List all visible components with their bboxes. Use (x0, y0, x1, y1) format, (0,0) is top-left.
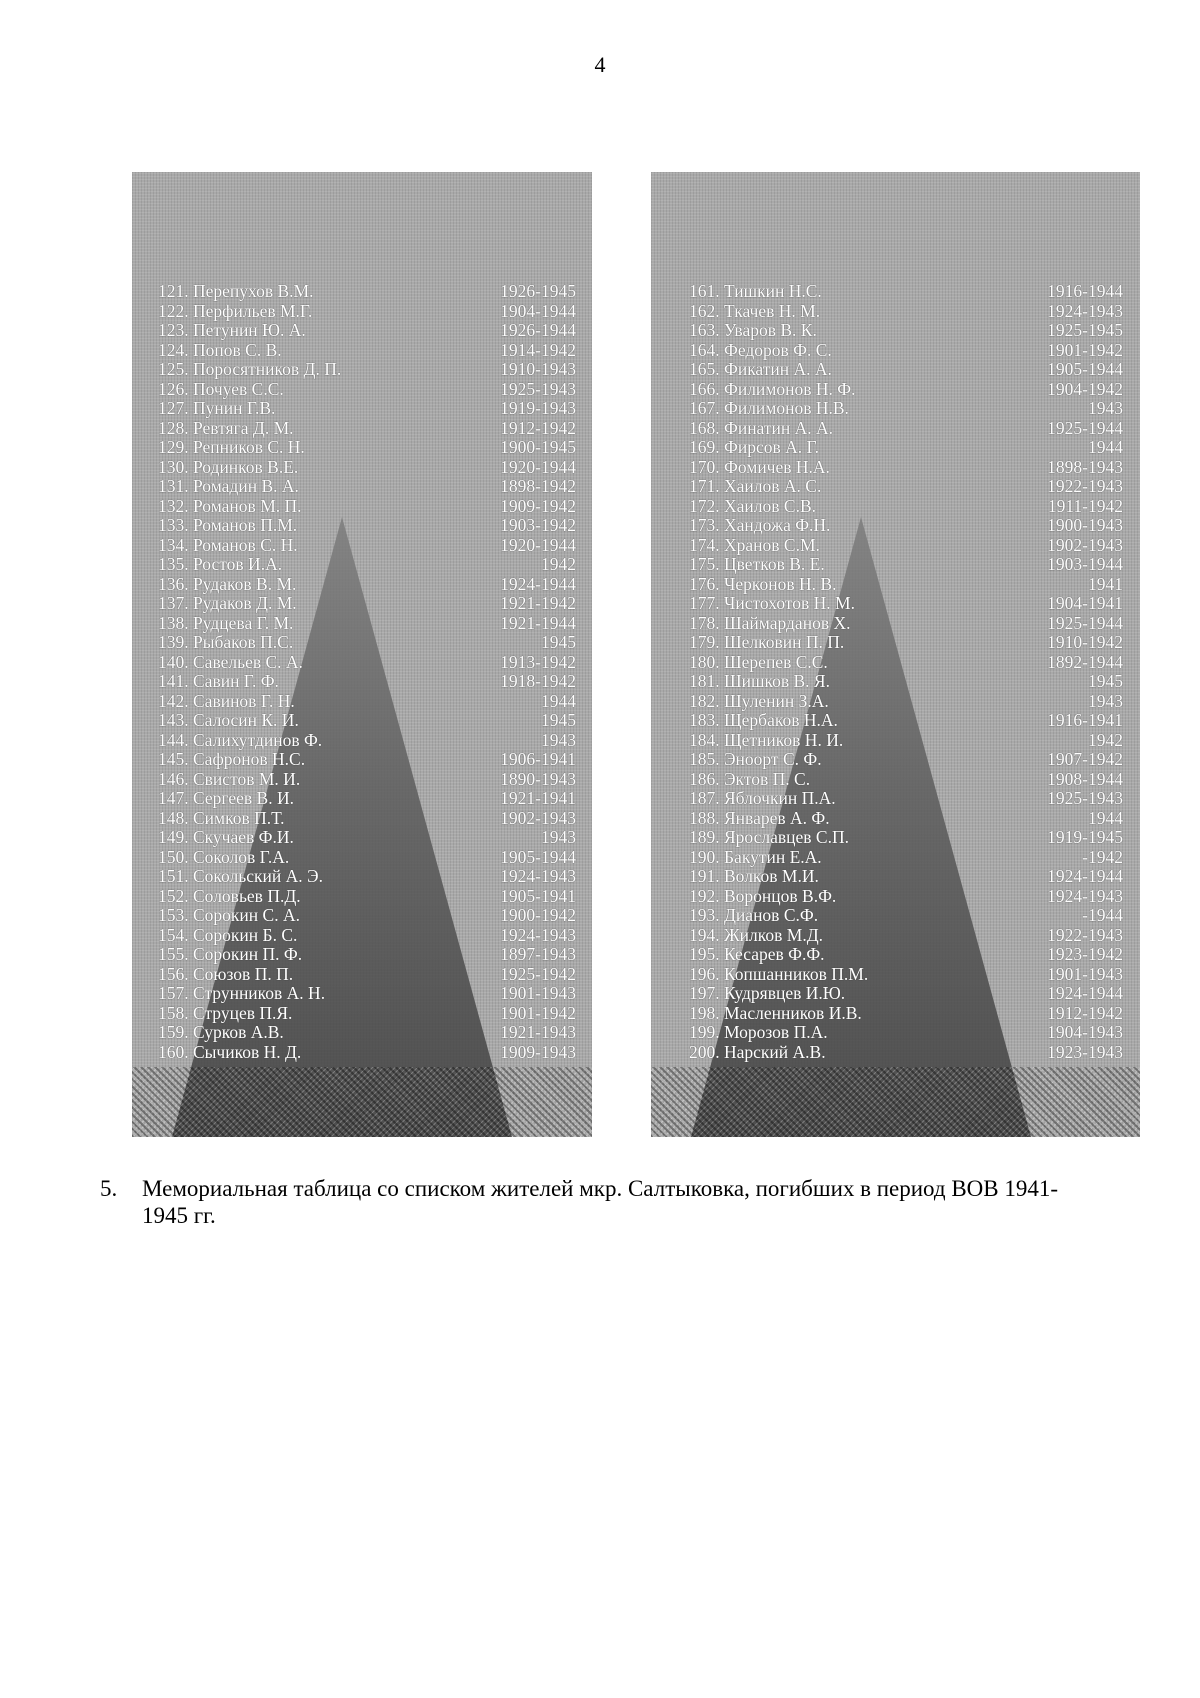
person-name: 137. Рудаков Д. М. (158, 593, 297, 613)
name-row (689, 360, 1123, 380)
life-years: 1925-1944 (1047, 417, 1123, 438)
person-name: 152. Соловьев П.Д. (158, 885, 301, 906)
name-row (158, 419, 576, 439)
name-row (158, 848, 576, 868)
life-years: 1898-1942 (500, 476, 576, 496)
life-years: 1924-1944 (1047, 983, 1123, 1003)
memorial-photo-left (132, 172, 592, 1137)
life-years: 1920-1944 (500, 456, 576, 477)
person-name: 143. Салосин К. И. (158, 710, 299, 730)
person-name: 188. Январев А. Ф. (689, 807, 830, 828)
person-name: 180. Шерепев С.С. (689, 651, 828, 672)
life-years: 1911-1942 (1047, 495, 1123, 516)
life-years: 1945 (541, 632, 576, 652)
person-name: 196. Копшанников П.М. (689, 963, 869, 984)
name-row (158, 536, 576, 556)
person-name: 183. Щербаков Н.А. (689, 710, 838, 730)
photo-ground-texture (132, 1067, 592, 1137)
life-years: 1903-1942 (500, 515, 576, 535)
person-name: 167. Филимонов Н.В. (689, 398, 849, 418)
life-years: 1945 (1088, 671, 1123, 691)
person-name: 131. Ромадин В. А. (158, 476, 299, 496)
life-years: 1942 (1088, 729, 1123, 750)
person-name: 163. Уваров В. К. (689, 320, 817, 340)
person-name: 162. Ткачев Н. М. (689, 300, 821, 321)
name-row (158, 302, 576, 322)
name-row (689, 828, 1123, 848)
person-name: 139. Рыбаков П.С. (158, 632, 294, 652)
name-row (158, 399, 576, 419)
person-name: 175. Цветков В. Е. (689, 554, 825, 574)
name-row (689, 399, 1123, 419)
person-name: 147. Сергеев В. И. (158, 788, 294, 808)
name-row (689, 1043, 1123, 1063)
life-years: 1943 (541, 827, 576, 847)
life-years: 1924-1943 (1047, 885, 1123, 906)
name-row (158, 789, 576, 809)
life-years: 1900-1942 (500, 905, 576, 925)
life-years: -1944 (1082, 905, 1123, 925)
person-name: 165. Фикатин А. А. (689, 359, 832, 379)
name-row (158, 984, 576, 1004)
life-years: 1943 (1088, 690, 1123, 711)
life-years: 1924-1943 (500, 924, 576, 945)
life-years: 1944 (1088, 437, 1123, 457)
person-name: 141. Савин Г. Ф. (158, 671, 279, 691)
life-years: 1912-1942 (500, 417, 576, 438)
person-name: 122. Перфильев М.Г. (158, 300, 313, 321)
person-name: 154. Сорокин Б. С. (158, 924, 298, 945)
name-row (158, 945, 576, 965)
person-name: 156. Союзов П. П. (158, 963, 294, 984)
life-years: 1924-1943 (1047, 300, 1123, 321)
name-row (689, 711, 1123, 731)
name-row (158, 614, 576, 634)
name-row (158, 633, 576, 653)
name-row (158, 458, 576, 478)
person-name: 123. Петунин Ю. А. (158, 320, 306, 340)
name-row (158, 555, 576, 575)
person-name: 166. Филимонов Н. Ф. (689, 378, 856, 399)
name-row (689, 1023, 1123, 1043)
life-years: 1944 (1088, 807, 1123, 828)
person-name: 173. Хандожа Ф.Н. (689, 515, 831, 535)
name-row (158, 906, 576, 926)
life-years: 1914-1942 (500, 339, 576, 360)
memorial-photo-right (651, 172, 1140, 1137)
name-row (689, 438, 1123, 458)
person-name: 170. Фомичев Н.А. (689, 456, 830, 477)
life-years: 1943 (1088, 398, 1123, 418)
name-row (689, 984, 1123, 1004)
life-years: 1943 (541, 729, 576, 750)
name-row (689, 341, 1123, 361)
life-years: 1904-1942 (1047, 378, 1123, 399)
name-row (158, 497, 576, 517)
name-row (689, 419, 1123, 439)
name-row (158, 1043, 576, 1063)
name-row (158, 926, 576, 946)
life-years: 1926-1944 (500, 320, 576, 340)
name-row (689, 731, 1123, 751)
caption-text: Мемориальная таблица со списком жителей мкр. Салтыковка, погибших в период ВОВ 1941-1945 гг. (142, 1176, 1059, 1228)
life-years: 1925-1944 (1047, 612, 1123, 633)
person-name: 129. Репников С. Н. (158, 437, 305, 457)
name-row (158, 965, 576, 985)
name-row (689, 809, 1123, 829)
person-name: 186. Эктов П. С. (689, 768, 811, 789)
person-name: 194. Жилков М.Д. (689, 924, 824, 945)
person-name: 130. Родинков В.Е. (158, 456, 299, 477)
life-years: 1905-1944 (500, 846, 576, 867)
name-row (158, 360, 576, 380)
name-row (158, 653, 576, 673)
page-number: 4 (594, 52, 606, 77)
person-name: 200. Нарский А.В. (689, 1041, 826, 1062)
life-years: 1897-1943 (500, 944, 576, 964)
person-name: 181. Шишков В. Я. (689, 671, 830, 691)
life-years: 1909-1943 (500, 1041, 576, 1062)
name-row (689, 614, 1123, 634)
life-years: 1941 (1088, 573, 1123, 594)
name-row (158, 477, 576, 497)
name-row (689, 750, 1123, 770)
person-name: 146. Свистов М. И. (158, 768, 301, 789)
name-row (689, 477, 1123, 497)
name-row (689, 282, 1123, 302)
person-name: 197. Кудрявцев И.Ю. (689, 983, 846, 1003)
life-years: 1890-1943 (500, 768, 576, 789)
life-years: 1908-1944 (1047, 768, 1123, 789)
life-years: 1916-1944 (1047, 281, 1123, 301)
person-name: 189. Ярославцев С.П. (689, 827, 849, 847)
name-row (158, 672, 576, 692)
person-name: 191. Волков М.И. (689, 866, 819, 886)
life-years: 1909-1942 (500, 495, 576, 516)
life-years: 1924-1943 (500, 866, 576, 886)
life-years: 1901-1943 (1047, 963, 1123, 984)
person-name: 193. Дианов С.Ф. (689, 905, 819, 925)
name-row (689, 594, 1123, 614)
name-row (158, 321, 576, 341)
person-name: 158. Струцев П.Я. (158, 1002, 293, 1023)
name-row (689, 672, 1123, 692)
name-row (689, 575, 1123, 595)
person-name: 134. Романов С. Н. (158, 534, 298, 555)
person-name: 179. Шелковин П. П. (689, 632, 845, 652)
person-name: 164. Федоров Ф. С. (689, 339, 832, 360)
name-row (158, 1004, 576, 1024)
name-row (158, 341, 576, 361)
life-years: 1919-1945 (1047, 827, 1123, 847)
name-row (158, 380, 576, 400)
name-row (689, 380, 1123, 400)
name-row (689, 633, 1123, 653)
person-name: 125. Поросятников Д. П. (158, 359, 342, 379)
name-row (158, 750, 576, 770)
life-years: 1902-1943 (1047, 534, 1123, 555)
name-row (158, 809, 576, 829)
person-name: 172. Хаилов С.В. (689, 495, 816, 516)
person-name: 150. Соколов Г.А. (158, 846, 290, 867)
person-name: 182. Шуленин З.А. (689, 690, 829, 711)
person-name: 136. Рудаков В. М. (158, 573, 297, 594)
life-years: 1924-1944 (1047, 866, 1123, 886)
life-years: 1921-1943 (500, 1022, 576, 1042)
person-name: 142. Савинов Г. Н. (158, 690, 295, 711)
person-name: 171. Хаилов А. С. (689, 476, 822, 496)
life-years: 1898-1943 (1047, 456, 1123, 477)
life-years: 1903-1944 (1047, 554, 1123, 574)
person-name: 178. Шаймарданов Х. (689, 612, 851, 633)
life-years: 1918-1942 (500, 671, 576, 691)
life-years: 1901-1942 (1047, 339, 1123, 360)
person-name: 184. Щетников Н. И. (689, 729, 844, 750)
life-years: 1921-1942 (500, 593, 576, 613)
names-list-left (158, 282, 576, 1062)
life-years: 1916-1941 (1047, 710, 1123, 730)
person-name: 198. Масленников И.В. (689, 1002, 862, 1023)
life-years: 1904-1944 (500, 300, 576, 321)
life-years: 1919-1943 (500, 398, 576, 418)
name-row (158, 828, 576, 848)
person-name: 168. Финатин А. А. (689, 417, 834, 438)
life-years: 1913-1942 (500, 651, 576, 672)
life-years: 1906-1941 (500, 749, 576, 769)
name-row (689, 555, 1123, 575)
name-row (689, 497, 1123, 517)
life-years: 1901-1943 (500, 983, 576, 1003)
life-years: -1942 (1082, 846, 1123, 867)
person-name: 135. Ростов И.А. (158, 554, 283, 574)
name-row (689, 848, 1123, 868)
person-name: 174. Хранов С.М. (689, 534, 820, 555)
name-row (689, 321, 1123, 341)
name-row (689, 945, 1123, 965)
life-years: 1905-1941 (500, 885, 576, 906)
life-years: 1910-1942 (1047, 632, 1123, 652)
life-years: 1921-1944 (500, 612, 576, 633)
person-name: 187. Яблочкин П.А. (689, 788, 836, 808)
names-list-right (689, 282, 1123, 1062)
name-row (158, 731, 576, 751)
person-name: 153. Сорокин С. А. (158, 905, 300, 925)
life-years: 1925-1943 (1047, 788, 1123, 808)
life-years: 1922-1943 (1047, 924, 1123, 945)
caption-number: 5. (100, 1176, 118, 1201)
person-name: 127. Пунин Г.В. (158, 398, 276, 418)
person-name: 138. Рудцева Г. М. (158, 612, 294, 633)
name-row (689, 789, 1123, 809)
life-years: 1904-1941 (1047, 593, 1123, 613)
life-years: 1901-1942 (500, 1002, 576, 1023)
name-row (158, 770, 576, 790)
name-row (158, 575, 576, 595)
name-row (158, 516, 576, 536)
life-years: 1910-1943 (500, 359, 576, 379)
life-years: 1907-1942 (1047, 749, 1123, 769)
life-years: 1920-1944 (500, 534, 576, 555)
name-row (158, 594, 576, 614)
life-years: 1905-1944 (1047, 359, 1123, 379)
name-row (158, 867, 576, 887)
photo-ground-texture (651, 1067, 1140, 1137)
person-name: 126. Почуев С.С. (158, 378, 284, 399)
person-name: 124. Попов С. В. (158, 339, 282, 360)
life-years: 1925-1943 (500, 378, 576, 399)
name-row (689, 867, 1123, 887)
life-years: 1921-1941 (500, 788, 576, 808)
life-years: 1945 (541, 710, 576, 730)
person-name: 121. Перепухов В.М. (158, 281, 314, 301)
person-name: 185. Эноорт С. Ф. (689, 749, 822, 769)
name-row (158, 282, 576, 302)
name-row (158, 1023, 576, 1043)
name-row (158, 692, 576, 712)
name-row (689, 458, 1123, 478)
person-name: 177. Чистохотов Н. М. (689, 593, 855, 613)
name-row (689, 906, 1123, 926)
name-row (689, 770, 1123, 790)
life-years: 1922-1943 (1047, 476, 1123, 496)
name-row (158, 438, 576, 458)
name-row (689, 887, 1123, 907)
name-row (689, 302, 1123, 322)
life-years: 1923-1943 (1047, 1041, 1123, 1062)
life-years: 1892-1944 (1047, 651, 1123, 672)
life-years: 1924-1944 (500, 573, 576, 594)
name-row (689, 1004, 1123, 1024)
person-name: 132. Романов М. П. (158, 495, 302, 516)
person-name: 155. Сорокин П. Ф. (158, 944, 303, 964)
life-years: 1900-1945 (500, 437, 576, 457)
person-name: 148. Симков П.Т. (158, 807, 285, 828)
person-name: 159. Сурков А.В. (158, 1022, 284, 1042)
life-years: 1944 (541, 690, 576, 711)
name-row (689, 926, 1123, 946)
person-name: 176. Черконов Н. В. (689, 573, 837, 594)
name-row (689, 965, 1123, 985)
name-row (158, 887, 576, 907)
person-name: 140. Савельев С. А. (158, 651, 303, 672)
person-name: 192. Воронцов В.Ф. (689, 885, 837, 906)
life-years: 1900-1943 (1047, 515, 1123, 535)
person-name: 199. Морозов П.А. (689, 1022, 828, 1042)
life-years: 1926-1945 (500, 281, 576, 301)
name-row (689, 653, 1123, 673)
person-name: 157. Струнников А. Н. (158, 983, 326, 1003)
person-name: 133. Романов П.М. (158, 515, 298, 535)
life-years: 1904-1943 (1047, 1022, 1123, 1042)
person-name: 151. Сокольский А. Э. (158, 866, 323, 886)
life-years: 1912-1942 (1047, 1002, 1123, 1023)
name-row (689, 692, 1123, 712)
person-name: 195. Кесарев Ф.Ф. (689, 944, 825, 964)
person-name: 149. Скучаев Ф.И. (158, 827, 294, 847)
person-name: 160. Сычиков Н. Д. (158, 1041, 302, 1062)
life-years: 1925-1942 (500, 963, 576, 984)
person-name: 190. Бакутин Е.А. (689, 846, 822, 867)
life-years: 1902-1943 (500, 807, 576, 828)
life-years: 1925-1945 (1047, 320, 1123, 340)
life-years: 1923-1942 (1047, 944, 1123, 964)
person-name: 145. Сафронов Н.С. (158, 749, 306, 769)
person-name: 144. Салихутдинов Ф. (158, 729, 323, 750)
name-row (689, 536, 1123, 556)
person-name: 128. Ревтяга Д. М. (158, 417, 294, 438)
name-row (158, 711, 576, 731)
life-years: 1942 (541, 554, 576, 574)
name-row (689, 516, 1123, 536)
person-name: 161. Тишкин Н.С. (689, 281, 822, 301)
person-name: 169. Фирсов А. Г. (689, 437, 820, 457)
